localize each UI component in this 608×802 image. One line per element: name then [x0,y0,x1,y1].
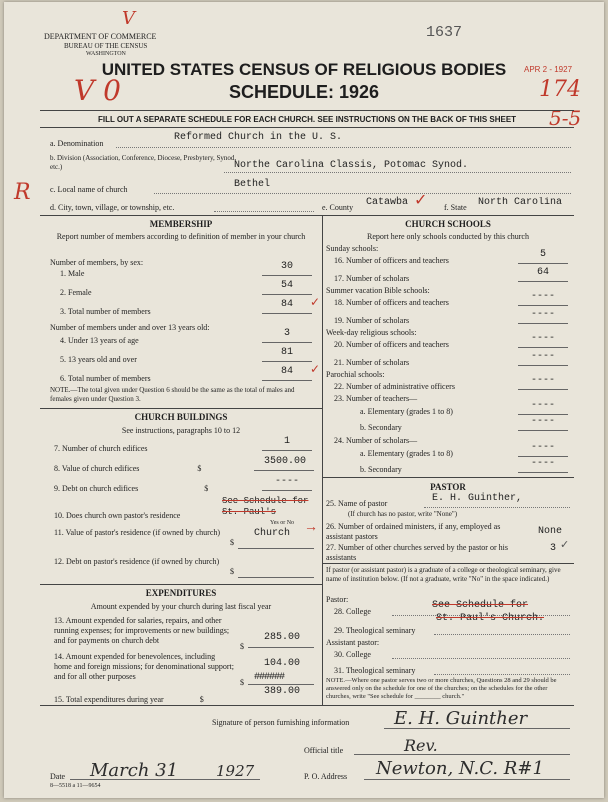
q6-value: 84 [280,366,293,377]
division-value: Northe Carolina Classis, Potomac Synod. [234,160,469,171]
weekday-label: Week-day religious schools: [326,328,417,337]
mark-top: V [122,8,135,29]
q1-row: 1. Male [60,269,85,278]
state-label: f. State [444,203,467,212]
local-name-value: Bethel [234,179,271,190]
q3-value: 84 [280,299,293,310]
q24b-value: ---- [530,458,555,469]
q8-value: 3500.00 [263,456,306,467]
buildings-heading: CHURCH BUILDINGS [134,412,228,422]
q23b-value: ---- [530,416,555,427]
q19-value: ---- [530,309,555,320]
q13-row: 13. Amount expended for salaries, repairs, and other running expenses; for improvements or new buildings; and for payments on church debt [54,616,230,645]
check-icon: ✓ [310,295,321,309]
q12-row: 12. Debt on pastor's residence (if owned by church) [54,557,220,566]
buildings-sub: See instructions, paragraphs 10 to 12 [121,426,241,435]
sunday-label: Sunday schools: [326,244,379,253]
q20-row: 20. Number of officers and teachers [334,340,449,349]
q29-label: 29. Theological seminary [334,626,416,635]
q10-row: 10. Does church own pastor's residence [54,511,181,520]
q23a-value: ---- [530,400,555,411]
instruction-line: FILL OUT A SEPARATE SCHEDULE FOR EACH CHURCH. SEE INSTRUCTIONS ON THE BACK OF THIS SHEET [97,115,517,124]
assistant-label: Assistant pastor: [326,638,380,647]
q11-value: Church [254,528,291,539]
pastor-sub-label: Pastor: [326,595,349,604]
dept-label: DEPARTMENT OF COMMERCE [44,32,157,41]
q9-row: 9. Debt on church edifices $ [54,484,209,493]
q27-value: 3 [550,543,557,554]
pastor-note: NOTE.—Where one pastor serves two or more churches, Questions 28 and 29 should be answered only on the schedule for one of the churches; on the schedules for the other churches, write "See schedule for ________ church." [326,677,557,700]
q5-value: 81 [280,347,293,358]
vacation-label: Summer vacation Bible schools: [326,286,430,295]
membership-heading: MEMBERSHIP [149,219,213,229]
q17-value: 64 [536,267,549,278]
schools-sub: Report here only schools conducted by this church [367,232,529,241]
signature-label: Signature of person furnishing information [212,718,350,727]
county-value: Catawba [366,197,409,208]
q8-row: 8. Value of church edifices $ [54,464,202,473]
q9-value: ---- [274,476,299,487]
q5-row: 5. 13 years old and over [60,355,137,364]
q23-row: 23. Number of teachers— [334,394,418,403]
bureau-label: BUREAU OF THE CENSUS [64,42,148,50]
q30-label: 30. College [334,650,371,659]
date-label: Date [50,772,66,781]
yes-no-label: Yes or No [269,520,295,526]
arrow-icon: → [304,520,318,535]
q14-value: 104.00 [263,658,300,669]
q21-value: ---- [530,351,555,362]
q14-row: 14. Amount expended for benevolences, including home and foreign missions; for denominational support; and for all other purposes [54,652,234,681]
q28-value: See Schedule for [432,600,529,611]
received-stamp: APR 2 - 1927 [524,65,573,74]
census-schedule-page: DEPARTMENT OF COMMERCE BUREAU OF THE CENSUS WASHINGTON V 1637 APR 2 - 1927 174 5-5 V 0 UNITED STATES CENSUS OF RELIGIOUS BODIES SCHEDULE: 1926 FILL OUT A SEPARATE SCHEDULE FOR EACH CHURCH. SEE INSTRUCTIONS ON THE BACK OF THIS SHEET a. Denomination Reformed Church in the U. S. b. Division (Association, Conference, Diocese, Presbytery, Synod, etc.) Northe Carolina Classis, Potomac Synod. R c. Local name of church Bethel d. City, town, village, or township, etc. e. County Catawba ✓ f. State North Carolina MEMBERSHIP Report number of members according to definition of member in your church Number of members, by sex: 1. Male 30 2. Female 54 3. Total number of members 84 ✓ Number of members under and over 13 years old: 4. Under 13 years of age 3 5. 13 years old and over 81 6. Total number of members 84 ✓ NOTE.—The total given under Question 6 should be the same as the total of males and females given under Question 3. CHURCH BUILDINGS See instructions, paragraphs 10 to 12 7. Number of church edifices 1 8. Value of church edifices $ 3500.00 9. Debt on church edifices $ ---- 10. Does church own pastor's residence See Schedule for St. Paul's 11. Value of pastor's residence (if owned by church) Yes or No $ Church → 12. Debt on pastor's residence (if owned by church) $ EXPENDITURES Amount expended by your church during last fiscal year 13. Amount expended for salaries, repairs, and other running expenses; for improvements or new buildings; and for payments on church debt $ 285.00 14. Amount expended for benevolences, including home and foreign missions; for denominational support; and for all other purposes $ 104.00 ###### 15. Total expenditures during year $ 389.00 CHURCH SCHOOLS Report here only schools conducted by this church Sunday schools: 16. Number of officers and teachers 5 17. Number of scholars 64 Summer vacation Bible schools: 18. Number of officers and teachers ---- 19. Number of scholars ---- Week-day religious schools: 20. Number of officers and teachers ---- 21. Number of scholars ---- Parochial schools: 22. Number of administrative officers ---- 23. Number of teachers— a. Elementary (grades 1 to 8) ---- b. Secondary ---- 24. Number of scholars— a. Elementary (grades 1 to 8) ---- b. Secondary ---- PASTOR 25. Name of pastor E. H. Guinther, (If church has no pastor, write "None") 26. Number of ordained ministers, if any, employed as assistant pastors None 27. Number of other churches served by the pastor or his assistants 3 ✓ If pastor (or assistant pastor) is a graduate of a college or theological seminary, give name of institution below. (If not a graduate, write "No" in the space indicated.) Pastor: 28. College See Schedule for St. Paul's Church. 29. Theological seminary Assistant pastor: 30. College 31. Theological seminary NOTE.—Where one pastor serves two or more churches, Questions 28 and 29 should be answered only on the schedule for one of the churches; on the schedules for the other churches, write "See schedule for ________ church." Signature of person furnishing information E. H. Guinther Official title Rev. Date March 31 1927 8—5518 a 11—9654 P. O. Address Newton, N.C. R#1 [4,2,604,798]
q16-row: 16. Number of officers and teachers [334,256,449,265]
check-icon: ✓ [560,539,570,551]
q26-label: 26. Number of ordained ministers, if any, employed as assistant pastors [326,522,501,541]
denomination-value: Reformed Church in the U. S. [174,132,343,143]
address-label: P. O. Address [304,772,348,781]
q22-row: 22. Number of administrative officers [334,382,455,391]
schools-heading: CHURCH SCHOOLS [405,219,491,229]
q20-value: ---- [530,333,555,344]
q29-value: St. Paul's Church. [436,613,545,624]
stamp-number: 1637 [426,24,463,41]
division-label: b. Division (Association, Conference, Diocese, Presbytery, Synod, etc.) [50,154,237,171]
q24a-row: a. Elementary (grades 1 to 8) [360,449,453,458]
q14-scribble: ###### [254,672,285,683]
q25-note: (If church has no pastor, write "None") [348,510,458,518]
q23b-row: b. Secondary [360,423,402,432]
denomination-label: a. Denomination [50,139,104,148]
date-value: March 31 [90,760,179,781]
age-label: Number of members under and over 13 years old: [50,323,210,332]
q22-value: ---- [530,375,555,386]
q18-row: 18. Number of officers and teachers [334,298,449,307]
q25-label: 25. Name of pastor [326,499,388,508]
county-label: e. County [322,203,354,212]
local-name-label: c. Local name of church [50,185,128,194]
city-label: WASHINGTON [86,51,126,57]
q3-row: 3. Total number of members [60,307,151,316]
address-value: Newton, N.C. R#1 [376,758,544,779]
q16-value: 5 [539,249,546,260]
q4-row: 4. Under 13 years of age [60,336,139,345]
q15-row: 15. Total expenditures during year $ [54,695,204,704]
form-subtitle: SCHEDULE: 1926 [228,82,380,102]
margin-mark: R [14,180,31,205]
mark-right-bottom: 5-5 [549,106,582,130]
q24b-row: b. Secondary [360,465,402,474]
q10-value: See Schedule for St. Paul's [222,496,309,517]
q4-value: 3 [283,328,290,339]
q23a-row: a. Elementary (grades 1 to 8) [360,407,453,416]
q19-row: 19. Number of scholars [334,316,410,325]
q21-row: 21. Number of scholars [334,358,410,367]
title-value: Rev. [404,736,438,755]
membership-intro: Report number of members according to definition of member in your church [56,232,306,241]
membership-note: NOTE.—The total given under Question 6 should be the same as the total of males and females given under Question 3. [50,386,295,403]
q7-row: 7. Number of church edifices [54,444,148,453]
q17-row: 17. Number of scholars [334,274,410,283]
expenditures-sub: Amount expended by your church during last fiscal year [90,602,272,611]
form-code: 8—5518 a 11—9654 [50,783,101,789]
q24a-value: ---- [530,442,555,453]
mark-right-top: 174 [539,77,581,102]
q28-label: 28. College [334,607,371,616]
signature-value: E. H. Guinther [394,708,528,729]
q13-value: 285.00 [263,632,300,643]
q25-value: E. H. Guinther, [432,493,523,504]
q15-value: 389.00 [263,686,300,697]
state-value: North Carolina [478,197,563,208]
by-sex-label: Number of members, by sex: [50,258,144,267]
check-icon: ✓ [310,362,321,376]
q2-value: 54 [280,280,293,291]
q7-value: 1 [283,436,290,447]
q24-row: 24. Number of scholars— [334,436,418,445]
q26-value: None [538,526,563,537]
city-town-label: d. City, town, village, or township, etc. [50,203,175,212]
q2-row: 2. Female [60,288,92,297]
q27-label: 27. Number of other churches served by the pastor or his assistants [326,543,508,562]
q11-row: 11. Value of pastor's residence (if owned by church) [54,528,221,537]
q18-value: ---- [530,291,555,302]
title-label: Official title [304,746,344,755]
date-year: 1927 [216,762,255,780]
q1-value: 30 [280,261,293,272]
pastor-heading: PASTOR [430,482,466,492]
parochial-label: Parochial schools: [326,370,385,379]
q6-row: 6. Total number of members [60,374,151,383]
expenditures-heading: EXPENDITURES [145,588,217,598]
mark-left: V 0 [74,74,121,107]
college-note: If pastor (or assistant pastor) is a graduate of a college or theological seminary, give name of institution below. (If not a graduate, write "No" in the space indicated.) [326,566,561,583]
form-title: UNITED STATES CENSUS OF RELIGIOUS BODIES [101,60,507,79]
check-icon: ✓ [414,192,428,209]
q31-label: 31. Theological seminary [334,666,416,675]
